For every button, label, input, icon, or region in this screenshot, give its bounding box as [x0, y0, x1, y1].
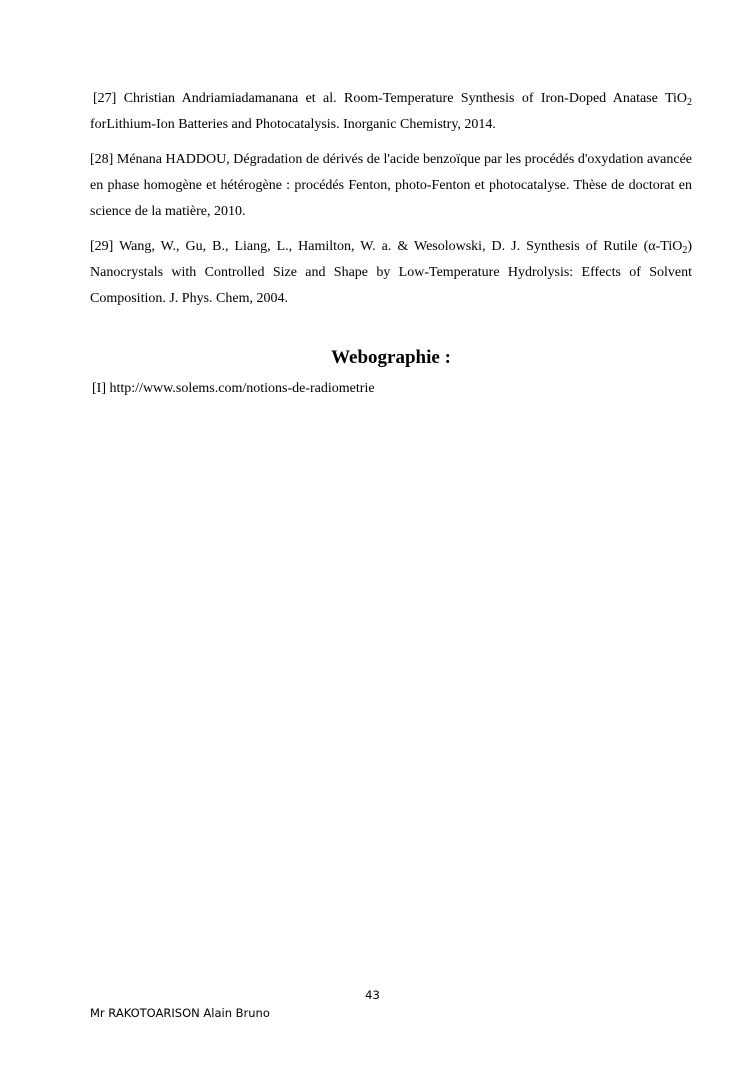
reference-text: Christian Andriamiadamanana et al. Room-Temperature Synthesis of Iron-Doped Anatase TiO — [123, 91, 687, 106]
subscript: 2 — [682, 245, 688, 256]
reference-text-continued: forLithium-Ion Batteries and Photocatalysis. Inorganic Chemistry, 2014. — [90, 117, 496, 132]
subscript: 2 — [687, 97, 692, 108]
reference-text-continued: ) Nanocrystals with Controlled Size and Shape by Low-Temperature Hydrolysis: Effects of Solvent Composition. J. Phys. Chem, 2004. — [90, 239, 692, 306]
webography-number: [I] — [92, 381, 106, 396]
reference-27 — [90, 86, 692, 138]
reference-text: Ménana HADDOU, Dégradation de dérivés de l'acide benzoïque par les procédés d'oxydation avancée en phase homogène et hétérogène : procédés Fenton, photo-Fenton et photocatalyse. Thèse de doctorat en science de la matière, 2010. — [90, 152, 693, 219]
reference-text: Wang, W., Gu, B., Liang, L., Hamilton, W. a. & Wesolowski, D. J. Synthesis of Rutile (α-TiO — [119, 239, 683, 254]
webography-heading: Webographie : — [331, 347, 451, 368]
reference-28 — [90, 147, 692, 225]
webography-entry — [92, 377, 692, 401]
footer-author: Mr RAKOTOARISON Alain Bruno — [90, 1006, 270, 1020]
reference-number: [29] — [90, 239, 114, 254]
webography-link: http://www.solems.com/notions-de-radiometrie — [109, 381, 375, 396]
reference-number: [28] — [90, 152, 114, 167]
page-number: 43 — [365, 988, 380, 1002]
reference-number: [27] — [93, 91, 117, 106]
reference-list — [90, 86, 692, 321]
reference-29 — [90, 234, 692, 312]
